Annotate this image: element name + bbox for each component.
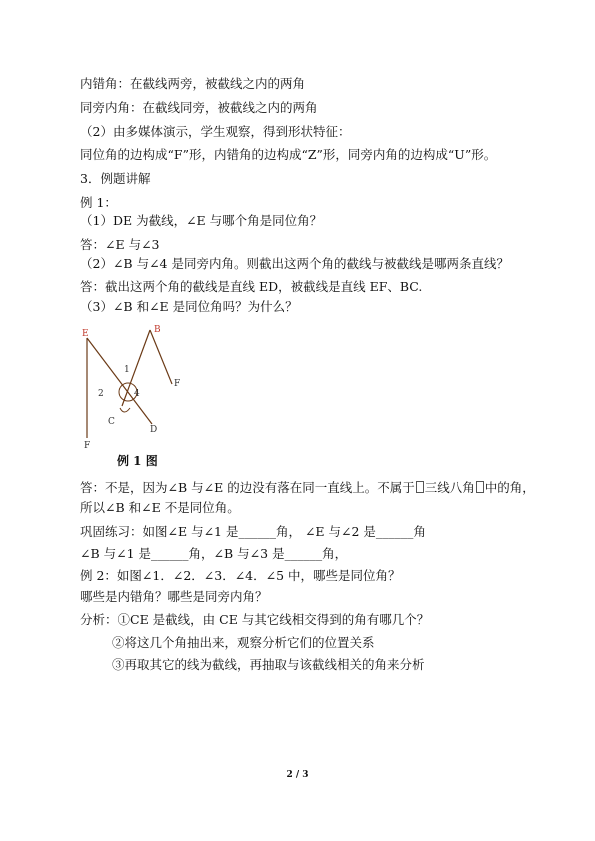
- figure-caption: 例 1 图: [117, 454, 158, 468]
- text-line-19: ②将这几个角抽出来，观察分析它们的位置关系: [112, 635, 375, 650]
- box-icon: [476, 481, 484, 493]
- text-line-13: 所以∠B 和∠E 不是同位角。: [80, 500, 240, 515]
- answer-line: [80, 480, 535, 496]
- page-number: 2 / 3: [286, 770, 309, 780]
- angle-label-1: 1: [124, 365, 130, 375]
- text-line-7: （1）DE 为截线，∠E 与哪个角是同位角？: [80, 213, 323, 228]
- text-line-15: ∠B 与∠1 是______角，∠B 与∠3 是______角，: [80, 546, 348, 561]
- text-line-9: （2）∠B 与∠4 是同旁内角。则截出这两个角的截线与被截线是哪两条直线？: [80, 256, 509, 271]
- label-E: E: [82, 329, 89, 339]
- text-line-14: 巩固练习：如图∠E 与∠1 是______角， ∠E 与∠2 是______角: [80, 524, 426, 539]
- text-line-18: 分析：①CE 是截线，由 CE 与其它线相交得到的角有哪几个？: [80, 612, 430, 627]
- text-line-20: ③再取其它的线为截线，再抽取与该截线相关的角来分析: [112, 657, 425, 672]
- label-F-bottom: F: [84, 441, 91, 451]
- answer-post: 中的角，: [484, 480, 535, 495]
- text-line-16: 例 2：如图∠1．∠2．∠3．∠4．∠5 中，哪些是同位角？: [80, 568, 401, 583]
- label-F-right: F: [174, 379, 181, 389]
- text-line-8: 答：∠E 与∠3: [80, 237, 160, 252]
- answer-pre: 答：不是，因为∠B 与∠E 的边没有落在同一直线上。不属于: [80, 480, 415, 495]
- label-B: B: [154, 325, 161, 335]
- example-1-figure: [80, 320, 200, 470]
- text-line-6: 例 1：: [80, 195, 117, 210]
- text-line-3: （2）由多媒体演示，学生观察，得到形状特征：: [80, 124, 351, 139]
- geometry-diagram: [80, 320, 200, 460]
- answer-mid: 三线八角: [424, 480, 475, 495]
- text-line-17: 哪些是内错角？哪些是同旁内角？: [80, 589, 268, 604]
- text-line-11: （3）∠B 和∠E 是同位角吗？为什么？: [80, 299, 298, 314]
- text-line-10: 答：截出这两个角的截线是直线 ED，被截线是直线 EF、BC.: [80, 279, 423, 294]
- label-D: D: [150, 425, 158, 435]
- box-icon: [416, 481, 424, 493]
- text-line-5: 3．例题讲解: [80, 171, 151, 186]
- angle-label-4: 4: [134, 389, 140, 399]
- text-line-2: 同旁内角：在截线同旁，被截线之内的两角: [80, 100, 318, 115]
- text-line-4: 同位角的边构成“F”形，内错角的边构成“Z”形，同旁内角的边构成“U”形。: [80, 147, 497, 162]
- angle-label-2: 2: [98, 389, 104, 399]
- text-line-1: 内错角：在截线两旁，被截线之内的两角: [80, 76, 306, 91]
- label-C: C: [108, 417, 115, 427]
